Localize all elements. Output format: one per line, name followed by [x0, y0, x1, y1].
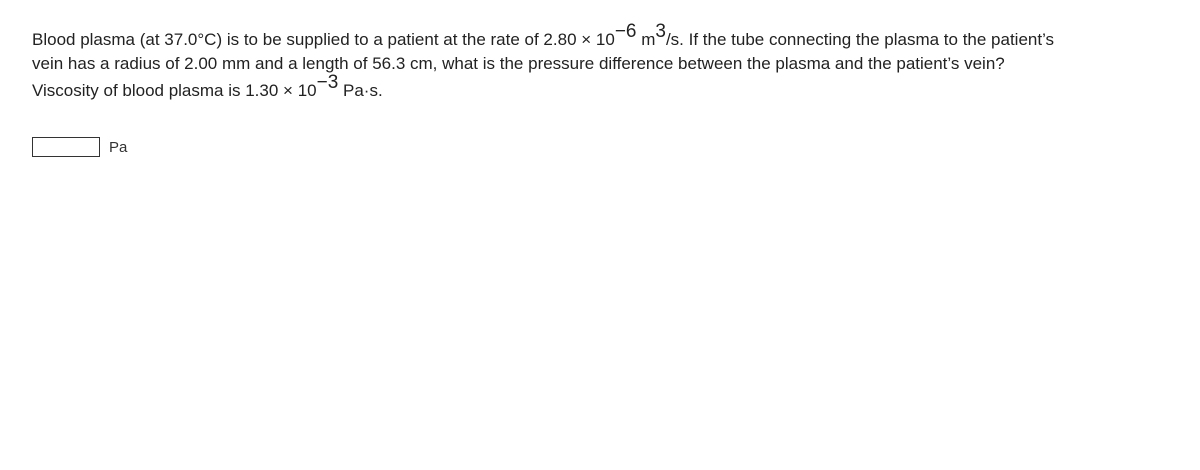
flow-rate-exponent: −6 [614, 21, 637, 42]
cubic-exponent: 3 [655, 21, 666, 42]
answer-unit-label: Pa [109, 138, 128, 156]
question-line-1-text: Blood plasma (at 37.0°C) is to be supplied to a patient at the rate of 2.80 × 10 [32, 30, 615, 49]
question-text [32, 21, 1182, 103]
flow-rate-unit: m [636, 30, 656, 49]
question-line-1 [32, 21, 1182, 52]
answer-input[interactable] [32, 137, 100, 157]
answer-row [32, 136, 127, 158]
question-line-3-text: Viscosity of blood plasma is 1.30 × 10 [32, 81, 317, 100]
viscosity-unit: Pa·s. [338, 81, 383, 100]
question-line-2: vein has a radius of 2.00 mm and a length of 56.3 cm, what is the pressure difference between the plasma and the patient’s vein? [32, 54, 1005, 73]
viscosity-exponent: −3 [316, 72, 339, 93]
question-line-3 [32, 72, 1182, 103]
question-line-1-tail: /s. If the tube connecting the plasma to the patient’s [665, 30, 1055, 49]
